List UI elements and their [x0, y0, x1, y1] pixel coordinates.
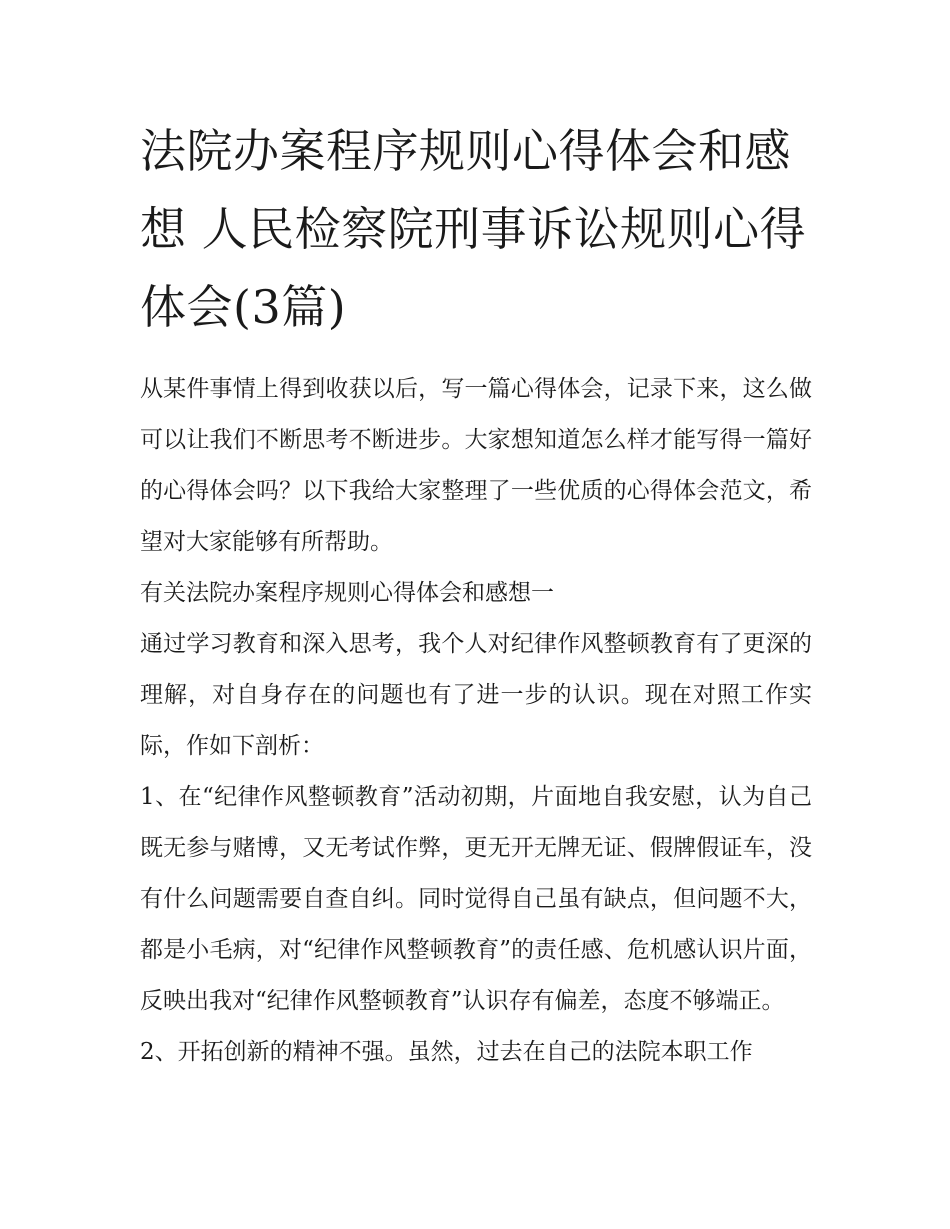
section-heading: 有关法院办案程序规则心得体会和感想一: [140, 580, 554, 606]
document-body: [140, 364, 812, 1078]
document-title: 法院办案程序规则心得体会和感想 人民检察院刑事诉讼规则心得体会(3篇): [140, 124, 807, 334]
document-page: [140, 112, 812, 1078]
intro-paragraph: 从某件事情上得到收获以后，写一篇心得体会，记录下来，这么做可以让我们不断思考不断进步。大家想知道怎么样才能写得一篇好的心得体会吗？以下我给大家整理了一些优质的心得体会范文，希望对大家能够有所帮助。: [140, 376, 812, 555]
body-paragraph: 通过学习教育和深入思考，我个人对纪律作风整顿教育有了更深的理解，对自身存在的问题也有了进一步的认识。现在对照工作实际，作如下剖析：: [140, 631, 812, 759]
list-item-1: 1、在“纪律作风整顿教育”活动初期，片面地自我安慰，认为自己既无参与赌博，又无考试作弊，更无开无牌无证、假牌假证车，没有什么问题需要自查自纠。同时觉得自己虽有缺点，但问题不大，都是小毛病，对“纪律作风整顿教育”的责任感、危机感认识片面，反映出我对“纪律作风整顿教育”认识存有偏差，态度不够端正。: [140, 784, 812, 1014]
list-item-2: 2、开拓创新的精神不强。虽然，过去在自己的法院本职工作: [140, 1039, 753, 1065]
